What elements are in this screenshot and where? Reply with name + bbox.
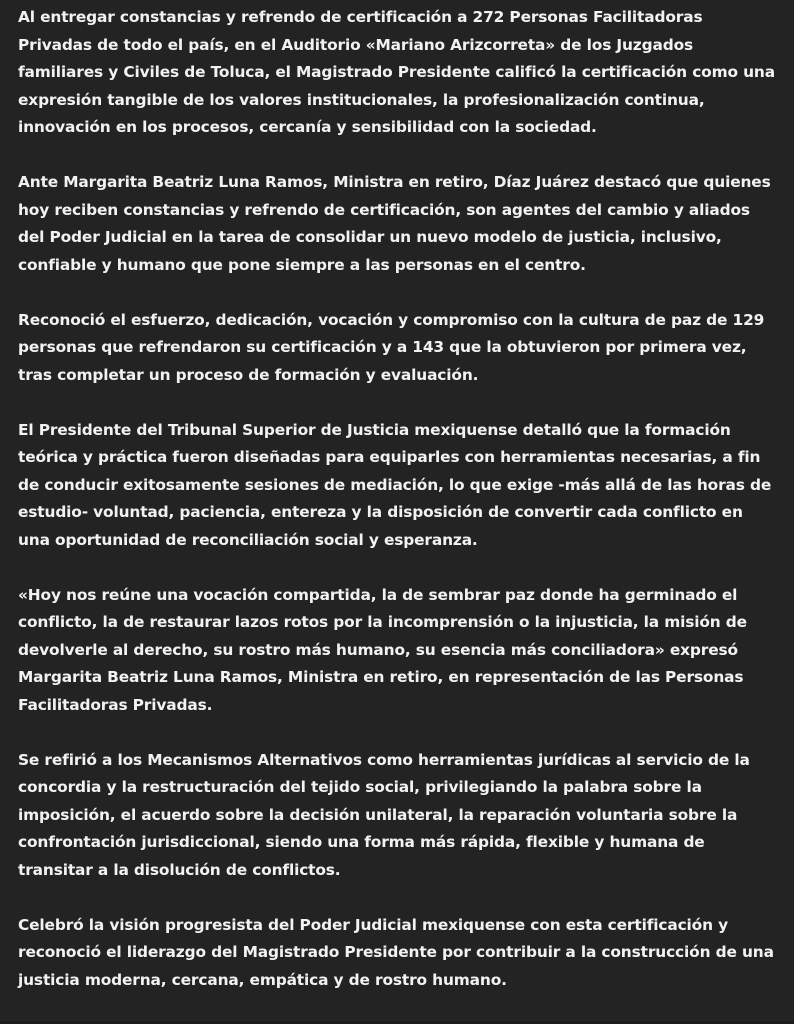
article-paragraph: Se refirió a los Mecanismos Alternativos como herramientas jurídicas al servicio de la concordia y la restructuración del tejido social, privilegiando la palabra sobre la imposición, el acuerdo sobre la decisión unilateral, la reparación voluntaria sobre la confrontación jurisdiccional, siendo una forma más rápida, flexible y humana de transitar a la disolución de conflictos. bbox=[18, 750, 750, 879]
article-paragraph: Ante Margarita Beatriz Luna Ramos, Ministra en retiro, Díaz Juárez destacó que quienes hoy reciben constancias y refrendo de certificación, son agentes del cambio y aliados del Poder Judicial en la tarea de consolidar un nuevo modelo de justicia, inclusivo, confiable y humano que pone siempre a las personas en el centro. bbox=[18, 173, 771, 274]
article-paragraph: «Hoy nos reúne una vocación compartida, la de sembrar paz donde ha germinado el conflicto, la de restaurar lazos rotos por la incomprensión o la injusticia, la misión de devolverle al derecho, su rostro más humano, su esencia más conciliadora» expresó Margarita Beatriz Luna Ramos, Ministra en retiro, en representación de las Personas Facilitadoras Privadas. bbox=[18, 585, 747, 714]
article-paragraph: Celebró la visión progresista del Poder Judicial mexiquense con esta certificación y reconoció el liderazgo del Magistrado Presidente por contribuir a la construcción de una justicia moderna, cercana, empática y de rostro humano. bbox=[18, 915, 774, 989]
article-paragraph: Al entregar constancias y refrendo de certificación a 272 Personas Facilitadoras Privadas de todo el país, en el Auditorio «Mariano Arizcorreta» de los Juzgados familiares y Civiles de Toluca, el Magistrado Presidente calificó la certificación como una expresión tangible de los valores institucionales, la profesionalización continua, innovación en los procesos, cercanía y sensibilidad con la sociedad. bbox=[18, 8, 775, 136]
article-paragraph: Reconoció el esfuerzo, dedicación, vocación y compromiso con la cultura de paz de 129 personas que refrendaron su certificación y a 143 que la obtuvieron por primera vez, tras completar un proceso de formación y evaluación. bbox=[18, 310, 765, 384]
article-paragraph: El Presidente del Tribunal Superior de Justicia mexiquense detalló que la formación teórica y práctica fueron diseñadas para equiparles con herramientas necesarias, a fin de conducir exitosamente sesiones de mediación, lo que exige -más allá de las horas de estudio- voluntad, paciencia, entereza y la disposición de convertir cada conflicto en una oportunidad de reconciliación social y esperanza. bbox=[18, 420, 772, 549]
